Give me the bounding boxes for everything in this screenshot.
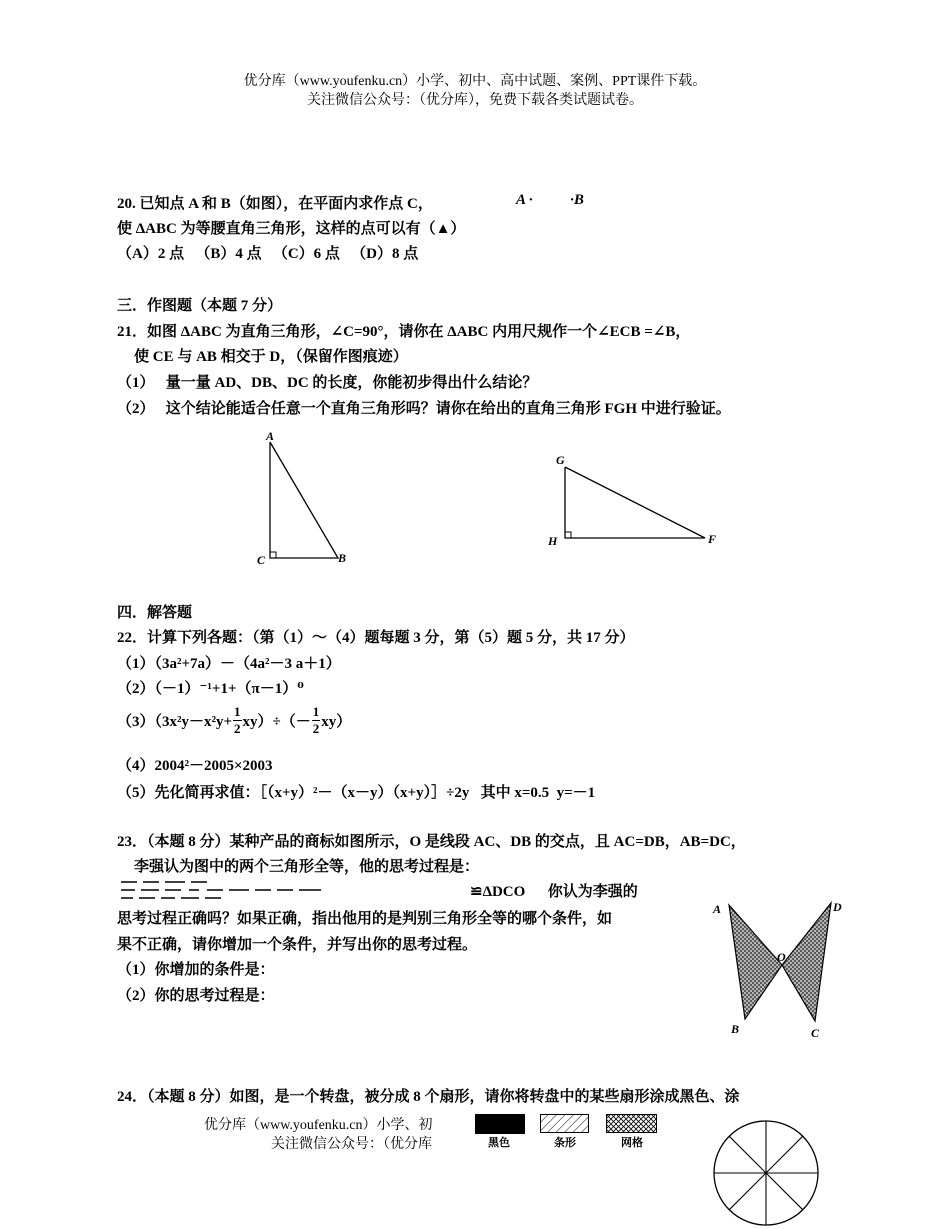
legend-black-label: 黑色 bbox=[488, 1136, 510, 1149]
triangle-fgh-figure bbox=[540, 445, 730, 555]
header-line-1: 优分库（www.youfenku.cn）小学、初中、高中试题、案例、PPT课件下载。 bbox=[243, 74, 707, 89]
q23-sub2: （2）你的思考过程是： bbox=[117, 988, 275, 1004]
frac1-denominator: 2 bbox=[234, 721, 241, 736]
q22-part5: （5）先化简再求值：［（x+y）²－（x－y）（x+y）］÷2y 其中 x=0.5 y=－1 bbox=[117, 785, 596, 801]
legend-stripe-label: 条形 bbox=[554, 1136, 576, 1149]
footer-line-2: 关注微信公众号：（优分库 bbox=[271, 1137, 432, 1152]
q20-options: （A）2 点 （B）4 点 （C）6 点 （D）8 点 bbox=[117, 246, 419, 262]
bowtie-label-d: D bbox=[833, 900, 842, 914]
q22-part2: （2）（－1）⁻¹+1+（π－1）⁰ bbox=[117, 681, 304, 697]
section4-title: 四．解答题 bbox=[117, 605, 193, 621]
q22-title: 22．计算下列各题：（第（1）～（4）题每题 3 分，第（5）题 5 分，共 17 分） bbox=[117, 630, 635, 646]
tri1-label-a: A bbox=[266, 429, 275, 443]
legend-grid-swatch bbox=[606, 1114, 658, 1134]
q20-points: A · ·B bbox=[516, 192, 584, 208]
spinner-wheel-figure bbox=[708, 1115, 824, 1229]
q23-line1: 23．（本题 8 分）某种产品的商标如图所示，O 是线段 AC、DB 的交点，且 AC=DB，AB=DC， bbox=[117, 834, 746, 850]
tri2-label-f: F bbox=[708, 532, 717, 546]
header-line-2: 关注微信公众号：（优分库），免费下载各类试题试卷。 bbox=[307, 93, 643, 108]
q23-line3-tail: ≌ΔDCO 你认为李强的 bbox=[470, 884, 638, 900]
tri1-label-b: B bbox=[338, 551, 347, 565]
bowtie-label-o: O bbox=[777, 950, 786, 964]
q22-part3-fraction2 bbox=[312, 704, 321, 737]
q22-part3 bbox=[117, 704, 351, 737]
q22-part3-suffix: xy） bbox=[321, 714, 352, 730]
bowtie-label-b: B bbox=[731, 1022, 740, 1036]
legend-black-swatch bbox=[475, 1114, 525, 1134]
q21-line1: 21．如图 ΔABC 为直角三角形，∠C=90°，请你在 ΔABC 内用尺规作一个∠ECB =∠B， bbox=[117, 324, 691, 340]
tri2-label-h: H bbox=[548, 534, 558, 548]
q23-sub1: （1）你增加的条件是： bbox=[117, 962, 275, 978]
bowtie-logo-figure bbox=[705, 895, 855, 1045]
section3-title: 三．作图题（本题 7 分） bbox=[117, 298, 283, 314]
triangle-abc-figure bbox=[250, 428, 360, 573]
frac2-numerator: 1 bbox=[312, 704, 320, 719]
footer-line-1: 优分库（www.youfenku.cn）小学、初 bbox=[204, 1118, 433, 1133]
tri1-label-c: C bbox=[257, 553, 266, 567]
q21-sub2: （2） 这个结论能适合任意一个直角三角形吗？请你在给出的直角三角形 FGH 中进行验证。 bbox=[117, 401, 731, 417]
q22-part3-fraction1 bbox=[233, 704, 242, 737]
q23-reasoning-image bbox=[117, 876, 327, 902]
q23-line4: 思考过程正确吗？如果正确，指出他用的是判别三角形全等的哪个条件，如 bbox=[117, 911, 613, 927]
q21-sub1: （1） 量一量 AD、DB、DC 的长度，你能初步得出什么结论？ bbox=[117, 375, 538, 391]
bowtie-label-a: A bbox=[713, 902, 722, 916]
q23-line2: 李强认为图中的两个三角形全等，他的思考过程是： bbox=[134, 859, 480, 875]
legend-stripe-swatch bbox=[540, 1114, 590, 1134]
q22-part3-prefix: （3）（3x²y－x²y+ bbox=[117, 714, 233, 730]
frac1-numerator: 1 bbox=[234, 704, 241, 719]
q22-part4: （4）2004²－2005×2003 bbox=[117, 758, 273, 774]
q22-part3-mid: xy）÷（－ bbox=[242, 714, 311, 730]
q24-line1: 24．（本题 8 分）如图，是一个转盘，被分成 8 个扇形，请你将转盘中的某些扇形涂成黑色、涂 bbox=[117, 1089, 740, 1105]
q22-part1: （1）（3a²+7a）－（4a²－3 a＋1） bbox=[117, 656, 341, 672]
q23-line5: 果不正确，请你增加一个条件，并写出你的思考过程。 bbox=[117, 937, 478, 953]
legend-grid-label: 网格 bbox=[621, 1136, 643, 1149]
bowtie-label-c: C bbox=[811, 1026, 820, 1040]
q21-line2: 使 CE 与 AB 相交于 D，（保留作图痕迹） bbox=[134, 349, 408, 365]
q20-line2: 使 ΔABC 为等腰直角三角形，这样的点可以有（▲） bbox=[117, 221, 466, 237]
q20-line1: 20. 已知点 A 和 B（如图），在平面内求作点 C， bbox=[117, 196, 433, 212]
frac2-denominator: 2 bbox=[312, 721, 320, 736]
tri2-label-g: G bbox=[556, 453, 565, 467]
